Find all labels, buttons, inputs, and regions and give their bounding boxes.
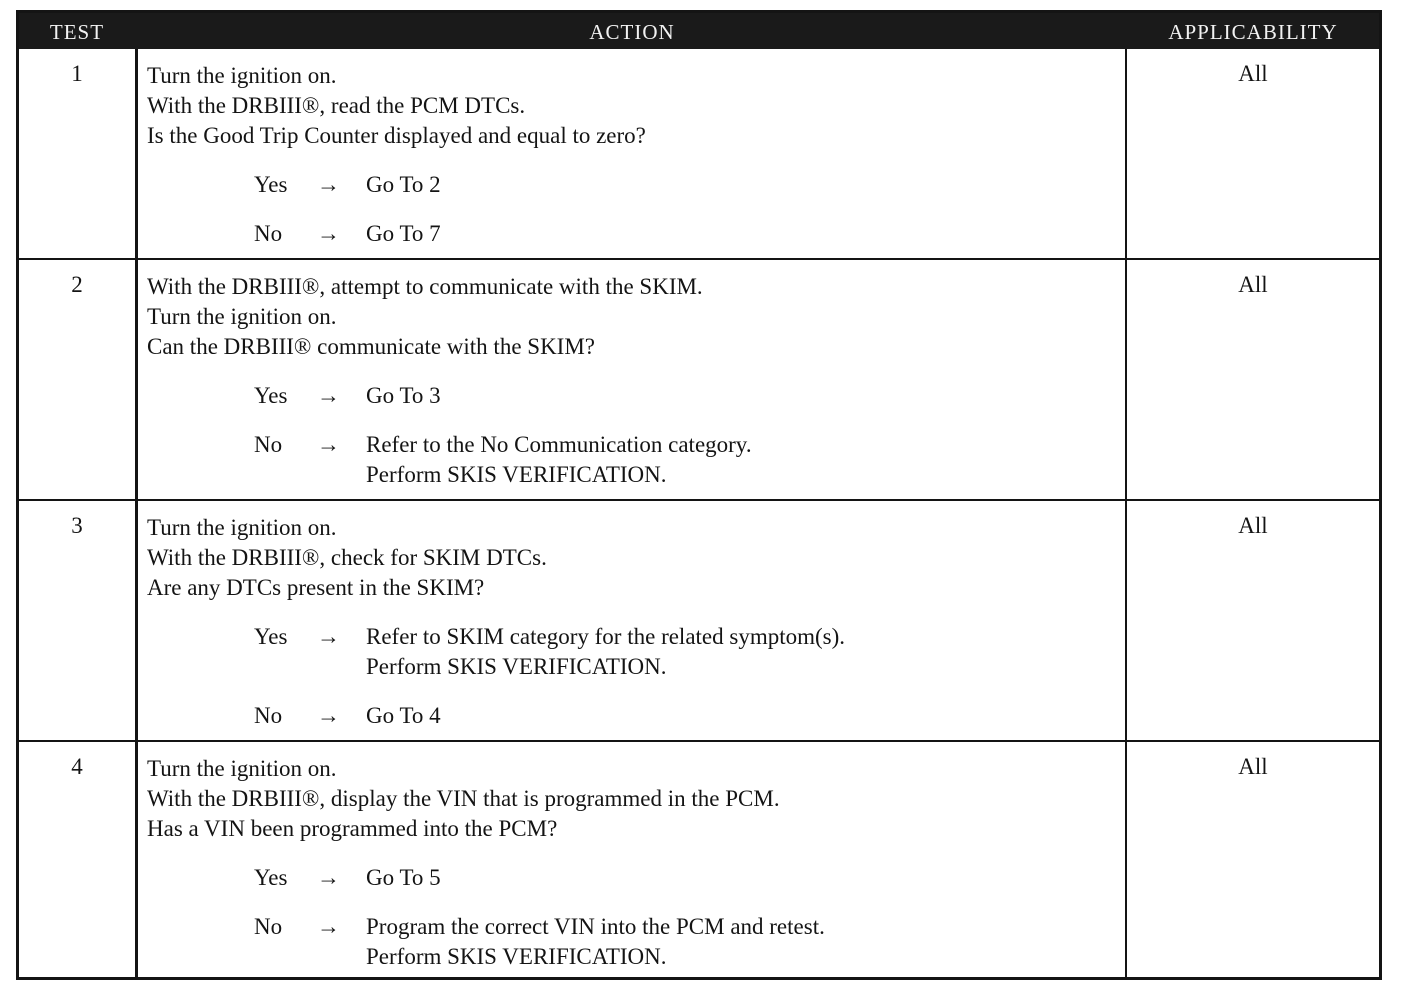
no-result: Refer to the No Communication category. [366, 432, 752, 457]
test-number: 1 [71, 61, 83, 86]
yes-label: Yes [254, 624, 288, 649]
arrow-right-icon: → [317, 383, 340, 408]
action-line: Turn the ignition on. [147, 63, 337, 88]
action-line: Turn the ignition on. [147, 515, 337, 540]
action-line: Is the Good Trip Counter displayed and equal to zero? [147, 123, 646, 148]
action-line: Turn the ignition on. [147, 304, 337, 329]
yes-result: Go To 3 [366, 383, 441, 408]
yes-result-followup: Perform SKIS VERIFICATION. [366, 654, 667, 679]
yes-label: Yes [254, 865, 288, 890]
no-label: No [254, 221, 283, 246]
no-result-followup: Perform SKIS VERIFICATION. [366, 944, 667, 969]
table-row [19, 501, 1379, 742]
yes-branch [147, 622, 1117, 682]
diagnostic-table [16, 10, 1382, 980]
action-line: Has a VIN been programmed into the PCM? [147, 816, 558, 841]
yes-result: Refer to SKIM category for the related symptom(s). [366, 624, 846, 649]
arrow-right-icon: → [317, 703, 340, 728]
no-branch [147, 430, 1117, 490]
action-line: With the DRBIII®, read the PCM DTCs. [147, 93, 526, 118]
no-branch [147, 701, 1117, 731]
no-result: Go To 4 [366, 703, 441, 728]
applicability-cell: All [1238, 61, 1268, 86]
test-number: 4 [71, 754, 83, 779]
action-line: Can the DRBIII® communicate with the SKIM? [147, 334, 595, 359]
action-cell [147, 754, 1117, 972]
no-result-followup: Perform SKIS VERIFICATION. [366, 462, 667, 487]
yes-branch [147, 381, 1117, 411]
table-header [19, 13, 1379, 49]
no-label: No [254, 432, 283, 457]
yes-result: Go To 2 [366, 172, 441, 197]
action-line: With the DRBIII®, attempt to communicate with the SKIM. [147, 274, 703, 299]
arrow-right-icon: → [317, 624, 340, 649]
arrow-right-icon: → [317, 221, 340, 246]
applicability-cell: All [1238, 513, 1268, 538]
no-label: No [254, 914, 283, 939]
action-cell [147, 61, 1117, 249]
arrow-right-icon: → [317, 432, 340, 457]
header-action: ACTION [589, 20, 675, 44]
no-label: No [254, 703, 283, 728]
table-row [19, 742, 1379, 977]
no-result: Go To 7 [366, 221, 441, 246]
action-cell [147, 272, 1117, 490]
action-line: With the DRBIII®, check for SKIM DTCs. [147, 545, 547, 570]
arrow-right-icon: → [317, 172, 340, 197]
yes-label: Yes [254, 172, 288, 197]
action-cell [147, 513, 1117, 731]
header-test: TEST [49, 20, 105, 44]
arrow-right-icon: → [317, 865, 340, 890]
test-number: 3 [71, 513, 83, 538]
arrow-right-icon: → [317, 914, 340, 939]
test-number: 2 [71, 272, 83, 297]
no-branch [147, 912, 1117, 972]
table-row [19, 49, 1379, 260]
applicability-cell: All [1238, 272, 1268, 297]
yes-branch [147, 863, 1117, 893]
applicability-cell: All [1238, 754, 1268, 779]
header-applicability: APPLICABILITY [1168, 20, 1338, 44]
action-line: Are any DTCs present in the SKIM? [147, 575, 485, 600]
yes-label: Yes [254, 383, 288, 408]
yes-result: Go To 5 [366, 865, 441, 890]
action-line: Turn the ignition on. [147, 756, 337, 781]
yes-branch [147, 170, 1117, 200]
action-line: With the DRBIII®, display the VIN that is programmed in the PCM. [147, 786, 780, 811]
no-branch [147, 219, 1117, 249]
table-row [19, 260, 1379, 501]
no-result: Program the correct VIN into the PCM and retest. [366, 914, 825, 939]
